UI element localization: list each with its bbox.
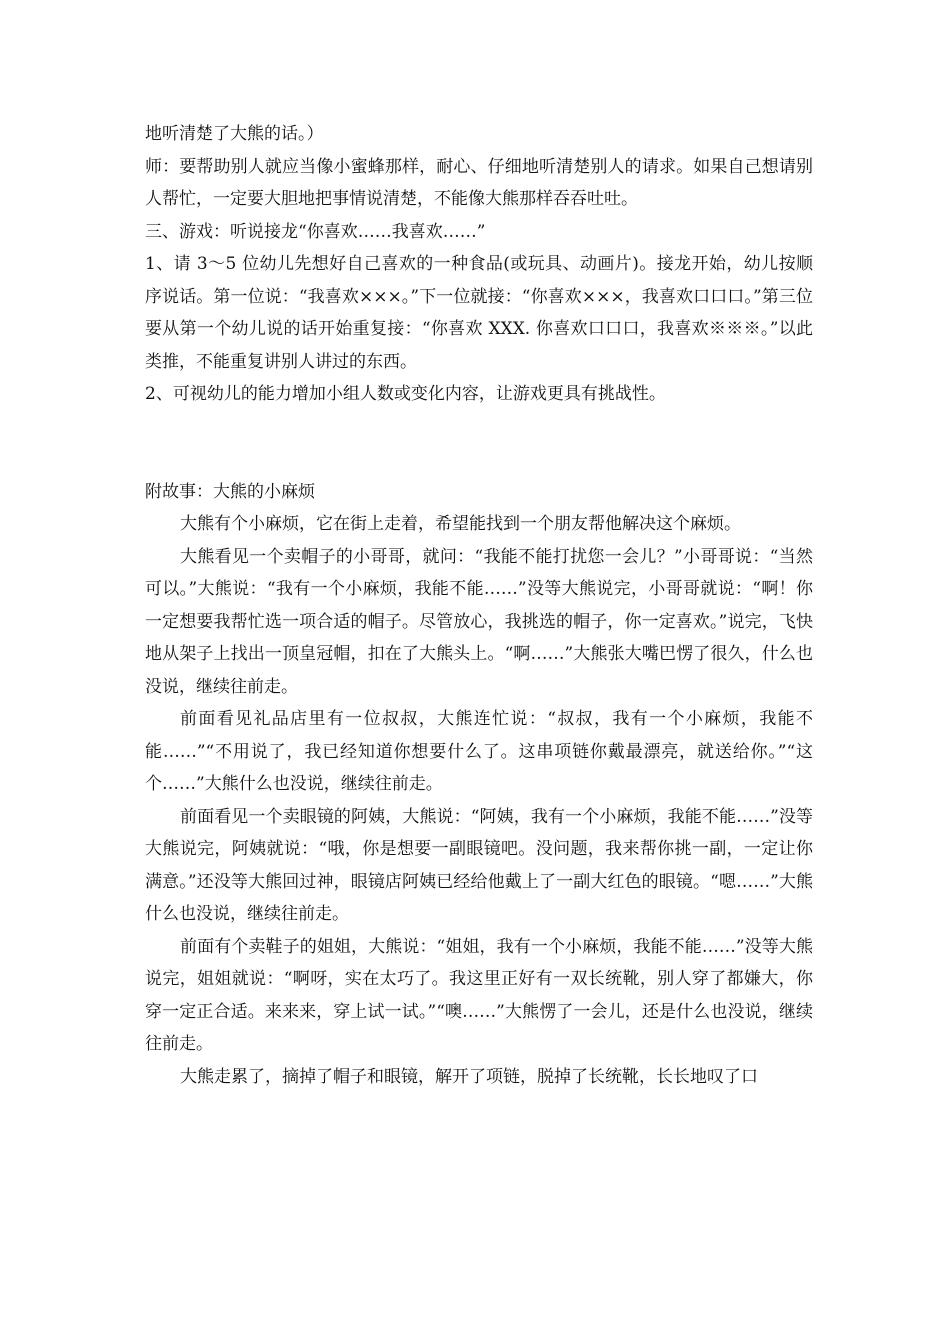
- lesson-paragraph: 1、请 3～5 位幼儿先想好自己喜欢的一种食品(或玩具、动画片)。接龙开始，幼儿按顺序说话。第一位说：“我喜欢×××。”下一位就接：“你喜欢×××，我喜欢口口口。”第三位要从第一个幼儿说的话开始重复接：“你喜欢 XXX. 你喜欢口口口，我喜欢※※※。”以此类推，不能重复讲别人讲过的东西。: [145, 254, 813, 372]
- section-gap: [145, 411, 813, 476]
- lesson-paragraph: 地听清楚了大熊的话。）: [145, 124, 324, 144]
- story-paragraph: 大熊看见一个卖帽子的小哥哥，就问：“我能不能打扰您一会儿？”小哥哥说：“当然可以。”大熊说：“我有一个小麻烦，我能不能……”没等大熊说完，小哥哥就说：“啊！你一定想要我帮忙选一项合适的帽子。尽管放心，我挑选的帽子，你一定喜欢。”说完，飞快地从架子上找出一顶皇冠帽，扣在了大熊头上。“啊……”大熊张大嘴巴愣了很久，什么也没说，继续往前走。: [145, 546, 813, 697]
- story-paragraph: 前面看见一个卖眼镜的阿姨，大熊说：“阿姨，我有一个小麻烦，我能不能……”没等大熊说完，阿姨就说：“哦，你是想要一副眼镜吧。没问题，我来帮你挑一副，一定让你满意。”还没等大熊回过神，眼镜店阿姨已经给他戴上了一副大红色的眼镜。“嗯……”大熊什么也没说，继续往前走。: [145, 806, 813, 924]
- lesson-paragraph: 师：要帮助别人就应当像小蜜蜂那样，耐心、仔细地听清楚别人的请求。如果自己想请别人帮忙，一定要大胆地把事情说清楚，不能像大熊那样吞吞吐吐。: [145, 156, 813, 209]
- story-paragraph: 大熊走累了，摘掉了帽子和眼镜，解开了项链，脱掉了长统靴，长长地叹了口: [180, 1066, 758, 1087]
- story-title: 附故事：大熊的小麻烦: [145, 481, 315, 502]
- document-page: [145, 118, 813, 1093]
- story-paragraph: 前面看见礼品店里有一位叔叔，大熊连忙说：“叔叔，我有一个小麻烦，我能不能……”“不用说了，我已经知道你想要什么了。这串项链你戴最漂亮，就送给你。”“这个……”大熊什么也没说，继续往前走。: [145, 709, 813, 794]
- lesson-paragraph: 2、可视幼儿的能力增加小组人数或变化内容，让游戏更具有挑战性。: [145, 384, 666, 404]
- story-paragraph: 前面有个卖鞋子的姐姐，大熊说：“姐姐，我有一个小麻烦，我能不能……”没等大熊说完，姐姐就说：“啊呀，实在太巧了。我这里正好有一双长统靴，别人穿了都嫌大，你穿一定正合适。来来来，穿上试一试。”“噢……”大熊愣了一会儿，还是什么也没说，继续往前走。: [145, 936, 813, 1054]
- section-heading: 三、游戏：听说接龙“你喜欢……我喜欢……”: [145, 221, 486, 242]
- story-paragraph: 大熊有个小麻烦，它在街上走着，希望能找到一个朋友帮他解决这个麻烦。: [180, 514, 741, 534]
